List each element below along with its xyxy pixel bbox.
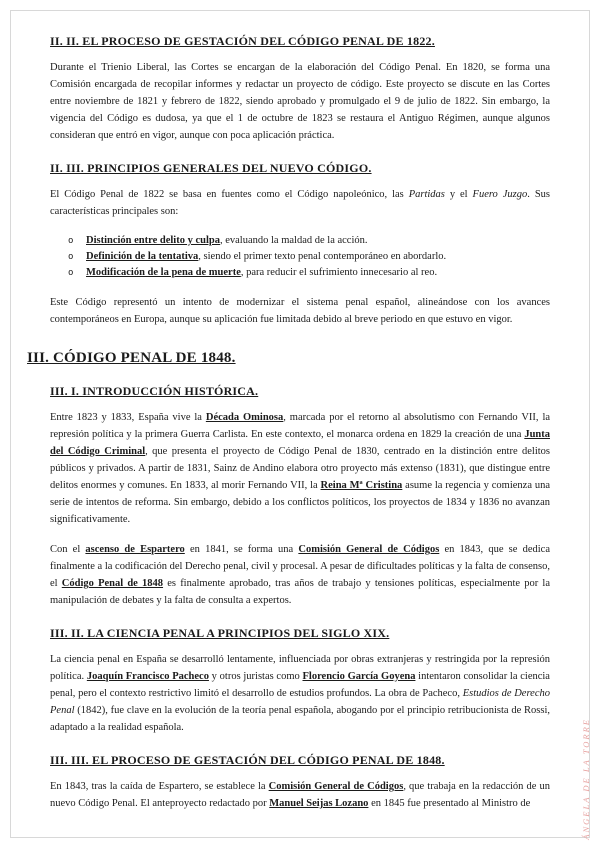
text-run: , que trabaja en la redacción de un nuevo Código Penal. El anteproyecto redactado por	[50, 781, 550, 809]
text-run: El Código Penal de 1822 se basa en fuentes como el Código napoleónico, las	[50, 189, 409, 200]
text-run: II. III. PRINCIPIOS GENERALES DEL NUEVO CÓDIGO.	[50, 161, 372, 175]
section-heading	[50, 626, 550, 641]
paragraph	[50, 59, 550, 144]
list-item	[66, 265, 550, 281]
text-run: La ciencia penal en España se desarrolló lentamente, influenciada por obras extranjeras y restringida por la represión política.	[50, 654, 550, 682]
text-run: Florencio García Goyena	[302, 671, 416, 682]
main-heading	[27, 350, 550, 367]
text-run: Este Código representó un intento de modernizar el sistema penal español, alineándose con los avances contemporáneos en Europa, aunque su aplicación fue limitada debido al breve periodo en que estuvo en vigor.	[50, 297, 550, 325]
watermark: ÁNGELA DE LA TORRE	[581, 718, 591, 840]
paragraph	[50, 651, 550, 736]
text-run: en 1845 fue presentado al Ministro de	[368, 798, 531, 809]
text-run: , siendo el primer texto penal contemporáneo en abordarlo.	[198, 251, 447, 262]
text-run: Comisión General de Códigos	[298, 544, 440, 555]
text-run: (1842), fue clave en la evolución de la teoría penal española, abogando por el principio retribucionista de Rossi, adaptado a la realidad española.	[50, 705, 550, 733]
list-item	[66, 233, 550, 249]
paragraph	[50, 409, 550, 528]
section-heading	[50, 753, 550, 768]
section-heading	[50, 384, 550, 399]
text-run: es finalmente aprobado, tras años de trabajo y tensiones políticas, especialmente por la manipulación de debates y la falta de consulta a expertos.	[50, 578, 550, 606]
text-run: y otros juristas como	[208, 671, 303, 682]
paragraph	[50, 778, 550, 812]
text-run: Durante el Trienio Liberal, las Cortes se encargan de la elaboración del Código Penal. En 1820, se forma una Comisión encargada de recopilar informes y redactar un proyecto de código. Este proyecto se discute en las Cortes entre noviembre de 1821 y febrero de 1822, siendo aprobado y promulgado el 9 de julio de 1822. Sin embargo, la vigencia del Código es dudosa, ya que el 1 de octubre de 1823 se restaura el Antiguo Régimen, aunque algunos consideran que entró en vigor, aunque con poca aplicación práctica.	[50, 62, 550, 141]
text-run: Manuel Seijas Lozano	[269, 798, 369, 809]
text-run: Junta del Código Criminal	[50, 429, 550, 457]
text-run: II. II. EL PROCESO DE GESTACIÓN DEL CÓDIGO PENAL DE 1822.	[50, 34, 435, 48]
text-run: Partidas	[408, 189, 445, 200]
text-run: Década Ominosa	[205, 412, 284, 423]
text-run: asume la regencia y comienza una serie de intentos de reforma. Sin embargo, debido a los conflictos políticos, los proyectos de 1834 y 1836 no avanzan significativamente.	[50, 480, 550, 525]
document-page	[27, 34, 551, 825]
text-run: Código Penal de 1848	[61, 578, 164, 589]
text-run: , para reducir el sufrimiento innecesario al reo.	[240, 267, 438, 278]
text-run: Entre 1823 y 1833, España vive la	[50, 412, 206, 423]
text-run: ascenso de Espartero	[85, 544, 185, 555]
text-run: Distinción entre delito y culpa	[86, 235, 220, 246]
text-run: en 1841, se forma una	[184, 544, 299, 555]
text-run: , que presenta el proyecto de Código Penal de 1830, centrado en la distinción entre delitos públicos y privados. A partir de 1831, Sainz de Andino elabora otro proyecto más extenso (1831), que distingue entre delitos enormes y comunes. En 1833, al morir Fernando VII, la	[50, 446, 550, 491]
section-heading	[50, 161, 550, 176]
text-run: , evaluando la maldad de la acción.	[219, 235, 368, 246]
list-item	[66, 249, 550, 265]
text-run: . Sus características principales son:	[50, 189, 550, 217]
text-run: intentaron consolidar la ciencia penal, pero el contexto restrictivo limitó el desarrollo de estudios profundos. La obra de Pacheco,	[50, 671, 550, 699]
paragraph	[50, 186, 550, 220]
text-run: Fuero Juzgo	[472, 189, 528, 200]
text-run: Comisión General de Códigos	[268, 781, 404, 792]
text-run: En 1843, tras la caída de Espartero, se establece la	[50, 781, 269, 792]
text-run: III. III. EL PROCESO DE GESTACIÓN DEL CÓDIGO PENAL DE 1848.	[50, 753, 445, 767]
text-run: III. II. LA CIENCIA PENAL A PRINCIPIOS DEL SIGLO XIX.	[50, 626, 390, 640]
text-run: Reina Mª Cristina	[320, 480, 403, 491]
text-run: Estudios de Derecho Penal	[50, 688, 550, 716]
text-run: en 1843, que se dedica finalmente a la codificación del Derecho penal, civil y procesal. A pesar de dificultades políticas y la falta de consenso, el	[50, 544, 550, 589]
text-run: Modificación de la pena de muerte	[86, 267, 241, 278]
text-run: , marcada por el retorno al absolutismo con Fernando VII, la represión política y la primera Guerra Carlista. En este contexto, el monarca ordena en 1829 la creación de una	[50, 412, 551, 440]
paragraph	[50, 294, 550, 328]
paragraph	[50, 541, 550, 609]
text-run: III. CÓDIGO PENAL DE 1848.	[27, 350, 236, 366]
text-run: Con el	[50, 544, 86, 555]
text-run: y el	[444, 189, 473, 200]
text-run: Joaquín Francisco Pacheco	[86, 671, 209, 682]
text-run: III. I. INTRODUCCIÓN HISTÓRICA.	[50, 384, 259, 398]
section-heading	[50, 34, 550, 49]
bullet-list	[50, 233, 550, 281]
text-run: Definición de la tentativa	[86, 251, 199, 262]
